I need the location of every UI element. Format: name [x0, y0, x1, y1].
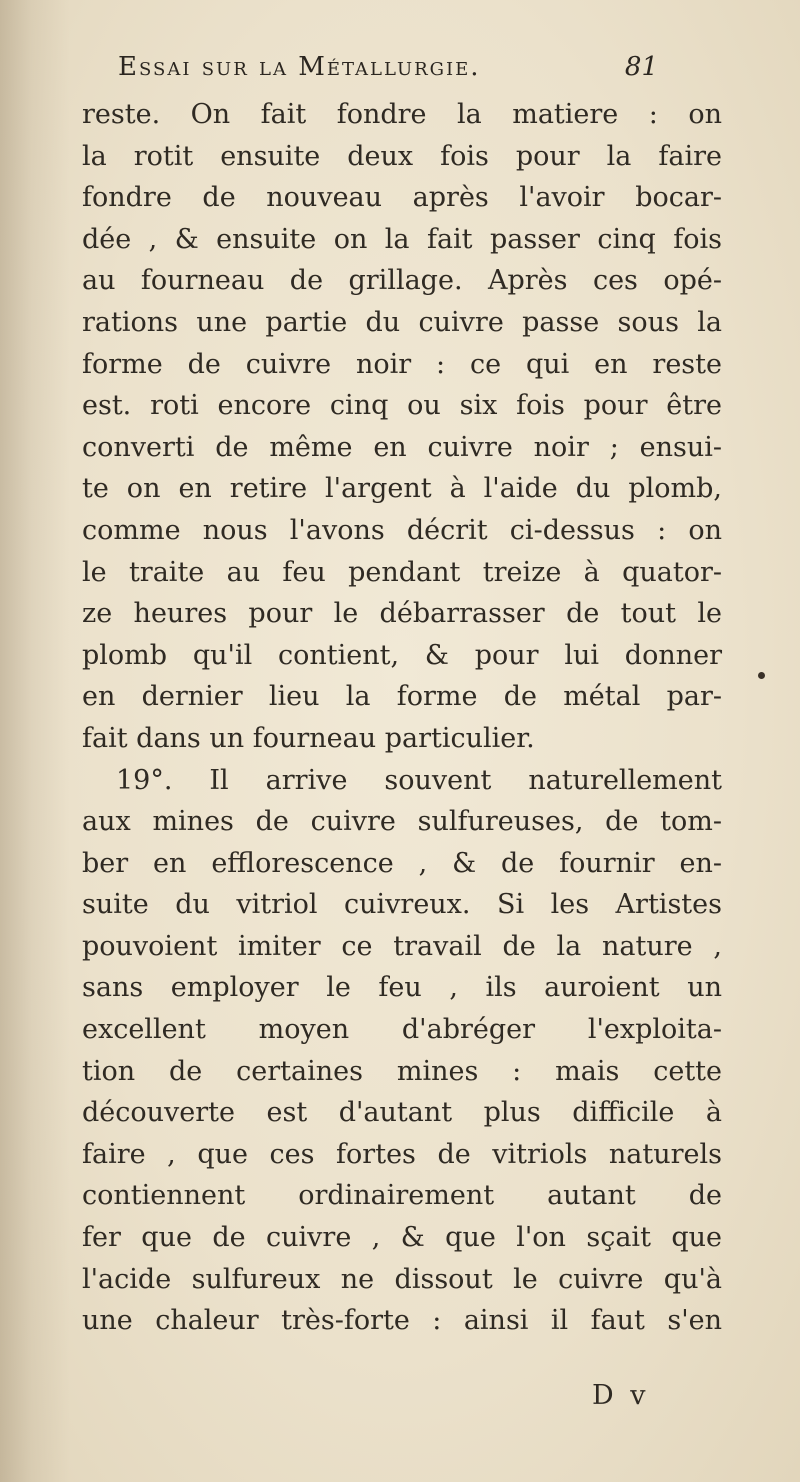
text-line: fer que de cuivre , & que l'on sçait que	[82, 1222, 722, 1254]
ink-spot	[758, 672, 765, 679]
text-line: découverte est d'autant plus difficile à	[82, 1097, 722, 1129]
text-line: au fourneau de grillage. Après ces opé-	[82, 265, 722, 297]
page-number: 81	[624, 52, 658, 82]
text-line: ze heures pour le débarrasser de tout le	[82, 598, 722, 630]
text-line: dée , & ensuite on la fait passer cinq fois	[82, 223, 722, 255]
text-line: converti de même en cuivre noir ; ensui-	[82, 431, 722, 463]
body-text	[82, 94, 722, 1342]
text-line: en dernier lieu la forme de métal par-	[82, 681, 722, 713]
text-line: fondre de nouveau après l'avoir bocar-	[82, 182, 722, 214]
text-line: est. roti encore cinq ou six fois pour être	[82, 390, 722, 422]
page-gutter-shadow	[0, 0, 70, 1482]
text-line: le traite au feu pendant treize à quator-	[82, 556, 722, 588]
text-line: plomb qu'il contient, & pour lui donner	[82, 639, 722, 671]
page-header	[118, 52, 658, 92]
text-line: comme nous l'avons décrit ci-dessus : on	[82, 514, 722, 546]
signature-mark: D v	[592, 1380, 650, 1411]
text-line: pouvoient imiter ce travail de la nature ,	[82, 930, 722, 962]
text-line: ber en efflorescence , & de fournir en-	[82, 847, 722, 879]
paragraph-start-line: 19°. Il arrive souvent naturellement	[116, 764, 722, 796]
paragraph-end-line: fait dans un fourneau particulier.	[82, 722, 535, 754]
text-line: aux mines de cuivre sulfureuses, de tom-	[82, 806, 722, 838]
text-line: l'acide sulfureux ne dissout le cuivre qu'à	[82, 1263, 722, 1295]
text-line: suite du vitriol cuivreux. Si les Artistes	[82, 889, 722, 921]
text-line: la rotit ensuite deux fois pour la faire	[82, 140, 722, 172]
text-line: reste. On fait fondre la matiere : on	[82, 99, 722, 130]
text-line: tion de certaines mines : mais cette	[82, 1055, 722, 1087]
text-line: contiennent ordinairement autant de	[82, 1180, 722, 1212]
text-line: rations une partie du cuivre passe sous la	[82, 306, 722, 338]
text-line: sans employer le feu , ils auroient un	[82, 972, 722, 1004]
text-line: une chaleur très-forte : ainsi il faut s'en	[82, 1305, 722, 1337]
text-line: te on en retire l'argent à l'aide du plomb,	[82, 473, 722, 505]
text-line: forme de cuivre noir : ce qui en reste	[82, 348, 722, 380]
running-head: Essai sur la Métallurgie.	[118, 52, 481, 82]
text-line: excellent moyen d'abréger l'exploita-	[82, 1014, 722, 1046]
text-line: faire , que ces fortes de vitriols naturels	[82, 1138, 722, 1170]
